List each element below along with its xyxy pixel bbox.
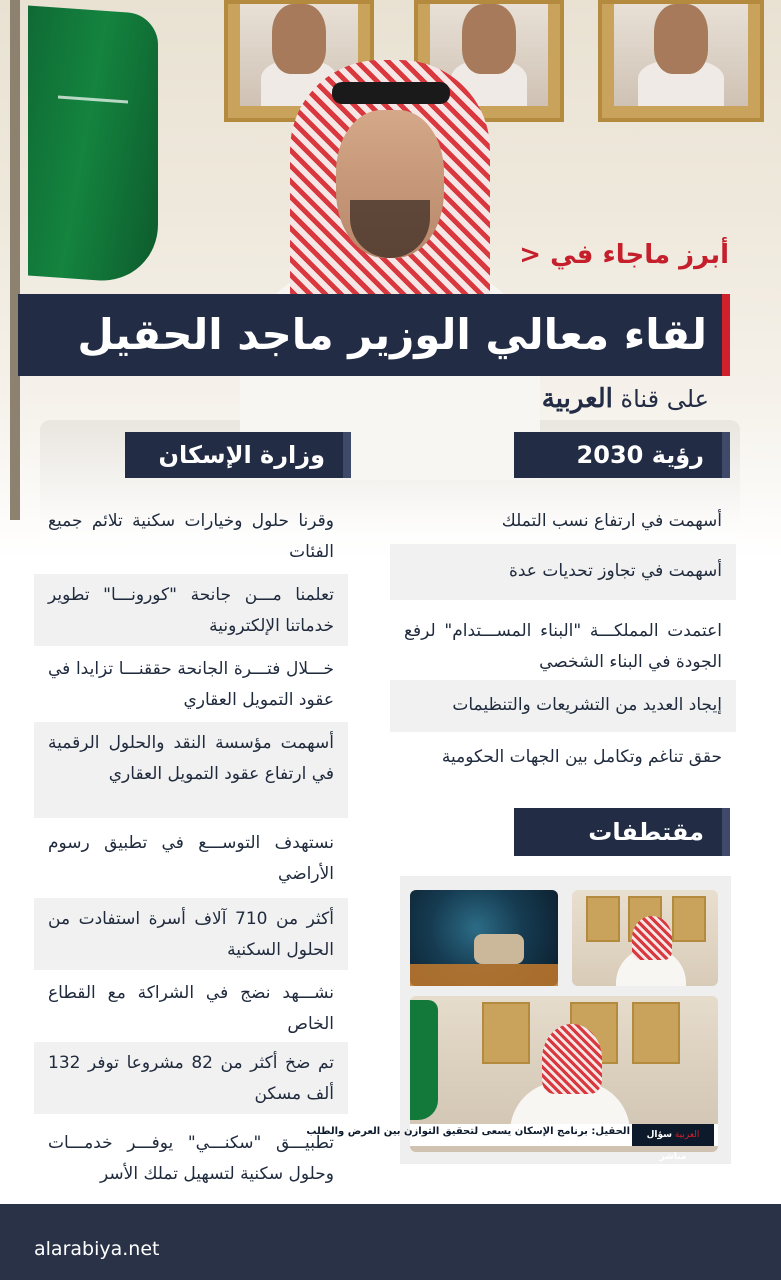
screen-inset	[474, 934, 524, 964]
studio-desk	[410, 964, 558, 986]
saudi-flag	[410, 1000, 438, 1120]
vision-item: حقق تناغم وتكامل بين الجهات الحكومية	[441, 747, 722, 767]
portrait-frame	[598, 0, 764, 122]
heading-accent	[722, 808, 730, 856]
ministry-item: نستهدف التوســـع في تطبيق رسوم الأراضي	[48, 833, 334, 884]
channel-line	[542, 384, 709, 414]
portrait-frame	[672, 896, 706, 942]
ticker-logo-show: سؤال مباشر	[646, 1130, 687, 1162]
excerpts-heading-text: مقتطفات	[588, 818, 704, 846]
kicker	[519, 240, 729, 270]
excerpts-heading	[514, 808, 722, 856]
channel-prefix: على قناة	[620, 385, 709, 413]
ticker-logo	[632, 1124, 714, 1162]
video-thumbnail[interactable]	[410, 890, 558, 986]
video-thumbnail[interactable]	[572, 890, 718, 986]
portrait-frame	[632, 1002, 680, 1064]
heading-accent	[343, 432, 351, 478]
ministry-heading-text: وزارة الإسكان	[158, 441, 325, 469]
news-ticker	[306, 1124, 718, 1162]
vision-item: اعتمدت المملكـــة "البناء المســـتدام" لرفع الجودة في البناء الشخصي	[404, 621, 722, 672]
alarabiya-logo: العربية	[541, 384, 613, 414]
portrait-frame	[586, 896, 620, 942]
flag-pole	[10, 0, 20, 520]
ticker-logo-brand: العربية	[674, 1130, 700, 1140]
heading-accent	[722, 432, 730, 478]
ministry-item: خـــلال فتـــرة الجانحة حققنـــا تزايدا في عقود التمويل العقاري	[48, 659, 334, 710]
vision-item: إيجاد العديد من التشريعات والتنظيمات	[390, 680, 736, 732]
site-url[interactable]: alarabiya.net	[34, 1238, 160, 1260]
kicker-text: أبرز ماجاء في	[550, 240, 729, 270]
ministry-item: وقرنا حلول وخيارات سكنية تلائم جميع الفئات	[48, 511, 334, 562]
page-title: لقاء معالي الوزير ماجد الحقيل	[77, 310, 707, 359]
ministry-heading	[125, 432, 343, 478]
video-thumbnail[interactable]	[306, 996, 718, 1162]
vision-item: أسهمت في ارتفاع نسب التملك	[501, 511, 722, 531]
saudi-flag	[28, 5, 158, 284]
minister-photo	[240, 60, 540, 480]
title-accent-bar	[722, 294, 730, 376]
ticker-text: الحقيل: برنامج الإسكان يسعى لتحقيق التوازن بين العرض والطلب	[306, 1126, 630, 1137]
ministry-item: نشـــهد نضج في الشراكة مع القطاع الخاص	[48, 983, 334, 1034]
vision-heading	[514, 432, 722, 478]
chevron-icon: <	[519, 240, 542, 270]
vision-item: أسهمت في تجاوز تحديات عدة	[390, 544, 736, 600]
minister-figure	[542, 1024, 602, 1094]
ministry-item: تم ضخ أكثر من 82 مشروعا توفر 132 ألف مسكن	[34, 1042, 348, 1114]
portrait-frame	[482, 1002, 530, 1064]
ministry-item: تعلمنا مـــن جانحة "كورونـــا" تطوير خدماتنا الإلكترونية	[34, 574, 348, 646]
ministry-item: أكثر من 710 آلاف أسرة استفادت من الحلول السكنية	[34, 898, 348, 970]
ministry-item: أسهمت مؤسسة النقد والحلول الرقمية في ارتفاع عقود التمويل العقاري	[34, 722, 348, 818]
minister-figure	[632, 916, 672, 960]
ministry-item: تطبيـــق "سكنـــي" يوفـــر خدمـــات وحلول سكنية لتسهيل تملك الأسر	[48, 1133, 334, 1184]
vision-heading-text: رؤية 2030	[576, 441, 704, 469]
